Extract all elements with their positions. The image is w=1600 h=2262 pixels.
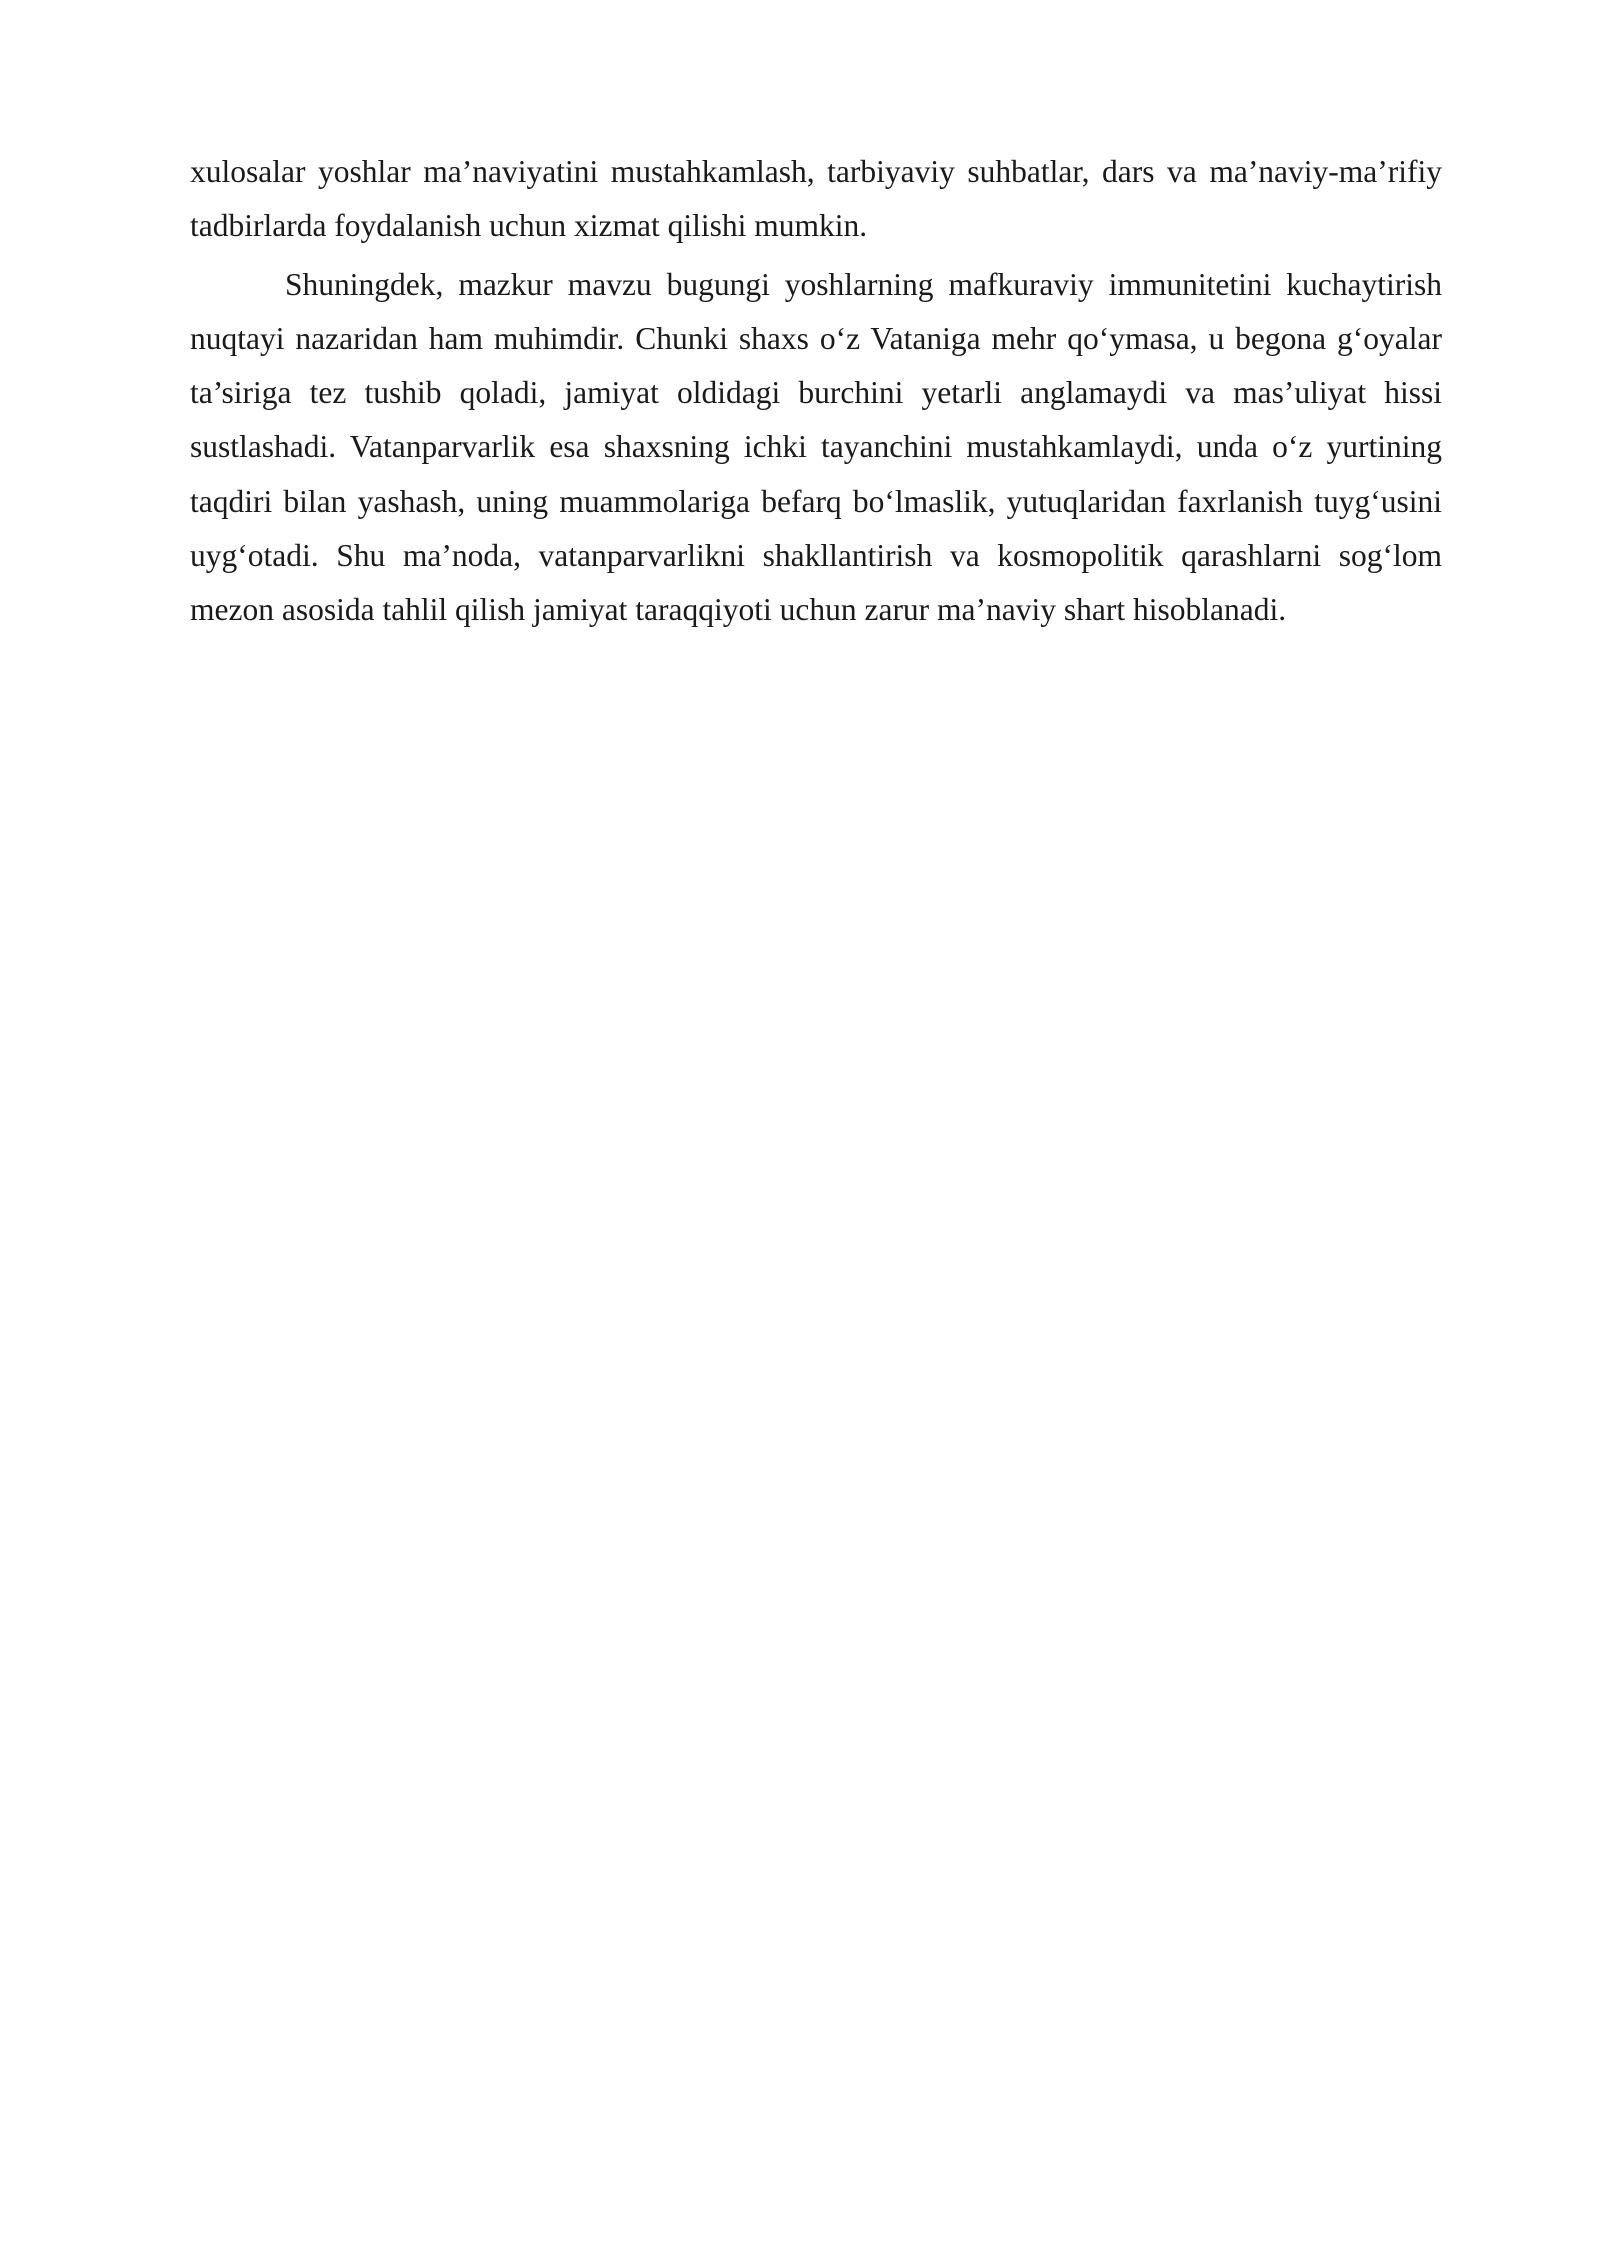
paragraph: Shuningdek, mazkur mavzu bugungi yoshlarning mafkuraviy immunitetini kuchaytirish nuqtayi nazaridan ham muhimdir. Chunki shaxs o‘z Vataniga mehr qo‘ymasa, u begona g‘oyalar ta’siriga tez tushib qoladi, jamiyat oldidagi burchini yetarli anglamaydi va mas’uliyat hissi sustlashadi. Vatanparvarlik esa shaxsning ichki tayanchini mustahkamlaydi, unda o‘z yurtining taqdiri bilan yashash, uning muammolariga befarq bo‘lmaslik, yutuqlaridan faxrlanish tuyg‘usini uyg‘otadi. Shu ma’noda, vatanparvarlikni shakllantirish va kosmopolitik qarashlarni sog‘lom mezon asosida tahlil qilish jamiyat taraqqiyoti uchun zarur ma’naviy shart hisoblanadi. (190, 266, 1442, 628)
paragraph-continuation: xulosalar yoshlar ma’naviyatini mustahkamlash, tarbiyaviy suhbatlar, dars va ma’naviy-ma’rifiy tadbirlarda foydalanish uchun xizmat qilishi mumkin. (190, 154, 1442, 244)
body-text (190, 145, 1442, 638)
